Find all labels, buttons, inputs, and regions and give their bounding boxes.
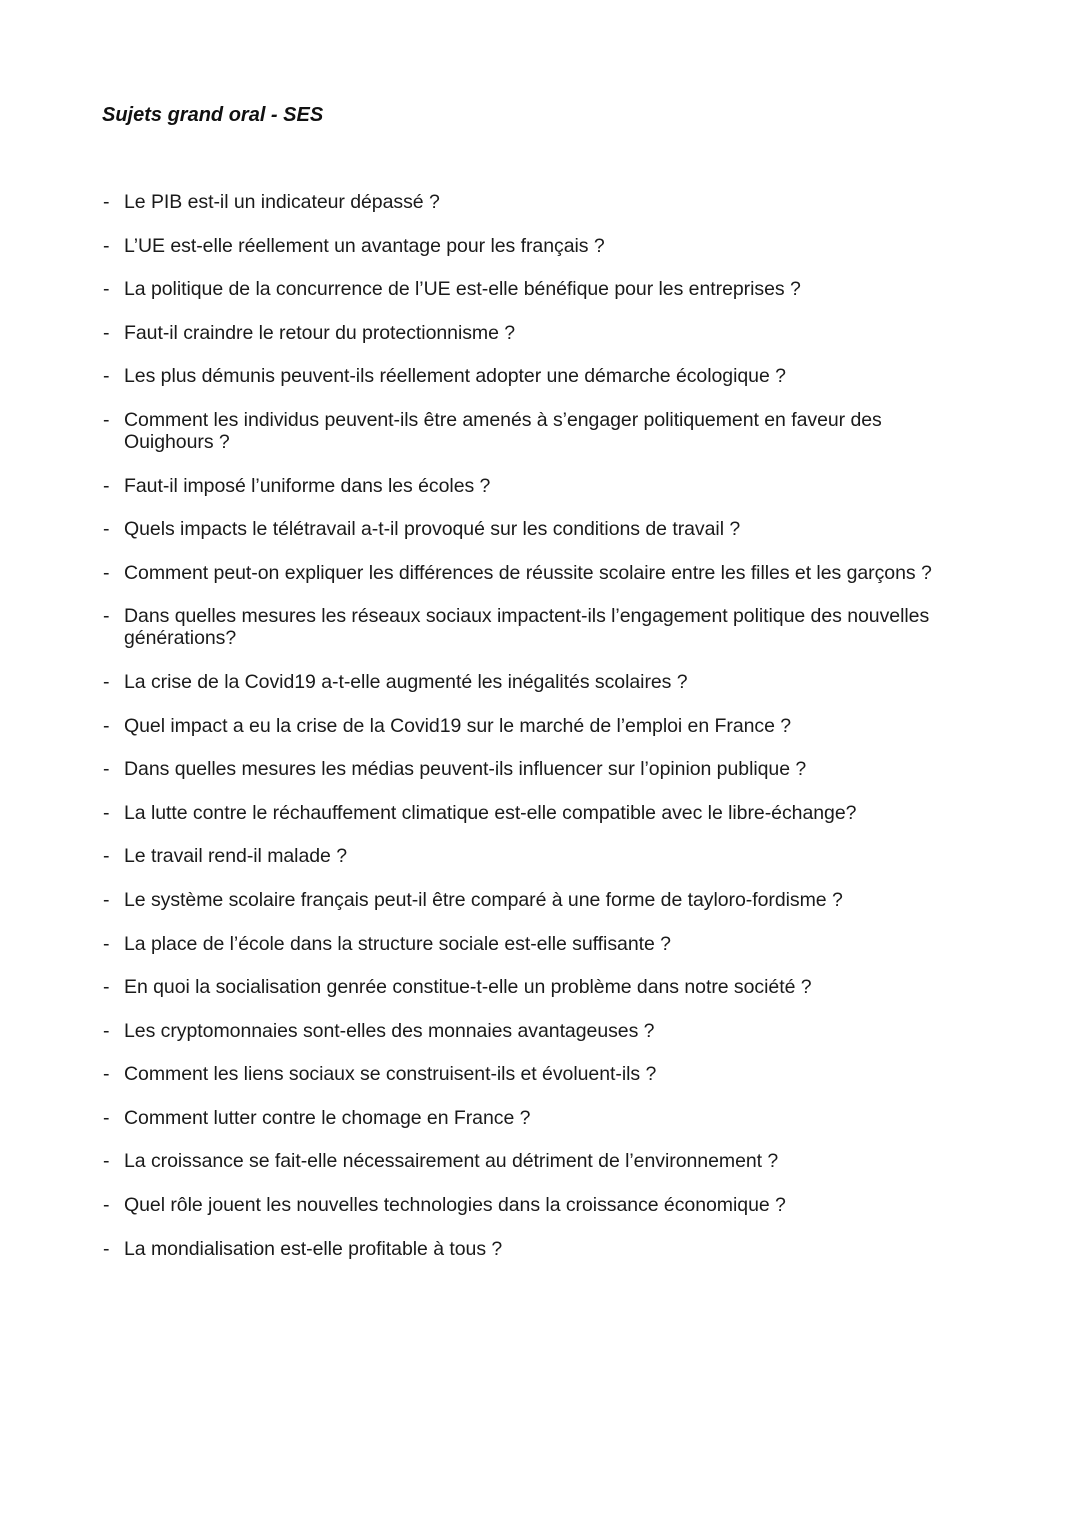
topic-item — [0, 1150, 1080, 1172]
topic-text: Dans quelles mesures les médias peuvent-ils influencer sur l’opinion publique ? — [124, 758, 807, 781]
topic-item — [0, 235, 1080, 257]
bullet-dash: - — [103, 670, 110, 693]
bullet-dash: - — [103, 408, 110, 431]
topic-item — [0, 845, 1080, 867]
topic-text: Les cryptomonnaies sont-elles des monnaies avantageuses ? — [124, 1019, 655, 1042]
topic-text: Dans quelles mesures les réseaux sociaux impactent-ils l’engagement politique des nouvelles générations? — [124, 605, 930, 650]
topic-text: Le PIB est-il un indicateur dépassé ? — [124, 191, 440, 213]
topic-item — [0, 976, 1080, 998]
topic-item — [0, 889, 1080, 911]
topic-item — [0, 518, 1080, 540]
bullet-dash: - — [103, 1106, 110, 1129]
topic-text: La crise de la Covid19 a-t-elle augmenté les inégalités scolaires ? — [124, 670, 688, 693]
topic-text: Quel rôle jouent les nouvelles technologies dans la croissance économique ? — [124, 1194, 786, 1217]
topic-text: La politique de la concurrence de l’UE est-elle bénéfique pour les entreprises ? — [124, 278, 801, 301]
topic-list — [0, 191, 1080, 1281]
bullet-dash: - — [103, 758, 110, 781]
bullet-dash: - — [103, 1150, 110, 1173]
bullet-dash: - — [103, 561, 110, 584]
topic-text: Les plus démunis peuvent-ils réellement adopter une démarche écologique ? — [124, 365, 786, 388]
bullet-dash: - — [103, 714, 110, 737]
topic-text: La lutte contre le réchauffement climatique est-elle compatible avec le libre-échange? — [124, 801, 857, 824]
topic-item — [0, 278, 1080, 300]
bullet-dash: - — [103, 932, 110, 955]
bullet-dash: - — [103, 518, 110, 541]
bullet-dash: - — [103, 278, 110, 301]
topic-item — [0, 322, 1080, 344]
bullet-dash: - — [103, 976, 110, 999]
bullet-dash: - — [103, 474, 110, 497]
topic-item — [0, 802, 1080, 824]
topic-item — [0, 671, 1080, 693]
topic-item — [0, 1194, 1080, 1216]
bullet-dash: - — [103, 1019, 110, 1042]
topic-text: Comment les individus peuvent-ils être amenés à s’engager politiquement en faveur des Ouighours ? — [124, 408, 882, 453]
topic-item — [0, 365, 1080, 387]
document-title: Sujets grand oral - SES — [102, 104, 324, 126]
topic-text: Comment lutter contre le chomage en France ? — [124, 1106, 531, 1129]
bullet-dash: - — [103, 234, 110, 257]
bullet-dash: - — [103, 1063, 110, 1086]
bullet-dash: - — [103, 845, 110, 868]
topic-text: Quel impact a eu la crise de la Covid19 sur le marché de l’emploi en France ? — [124, 714, 792, 737]
bullet-dash: - — [103, 1194, 110, 1217]
topic-item — [0, 933, 1080, 955]
topic-text: La mondialisation est-elle profitable à tous ? — [124, 1237, 503, 1260]
topic-text: En quoi la socialisation genrée constitue-t-elle un problème dans notre société ? — [124, 976, 812, 999]
topic-item — [0, 1238, 1080, 1260]
bullet-dash: - — [103, 365, 110, 388]
topic-item — [0, 715, 1080, 737]
topic-text: L’UE est-elle réellement un avantage pour les français ? — [124, 234, 605, 257]
topic-text: Le système scolaire français peut-il être comparé à une forme de tayloro-fordisme ? — [124, 888, 843, 911]
bullet-dash: - — [103, 888, 110, 911]
topic-item — [0, 605, 1080, 649]
bullet-dash: - — [103, 605, 110, 628]
topic-item — [0, 1107, 1080, 1129]
topic-text: Faut-il imposé l’uniforme dans les écoles ? — [124, 474, 491, 497]
topic-item — [0, 409, 1080, 453]
topic-text: Comment les liens sociaux se construisent-ils et évoluent-ils ? — [124, 1063, 657, 1086]
topic-item — [0, 1020, 1080, 1042]
bullet-dash: - — [103, 191, 110, 213]
topic-item — [0, 191, 1080, 213]
bullet-dash: - — [103, 321, 110, 344]
topic-item — [0, 758, 1080, 780]
bullet-dash: - — [103, 1237, 110, 1260]
topic-item — [0, 562, 1080, 584]
topic-text: Le travail rend-il malade ? — [124, 845, 348, 868]
topic-text: Quels impacts le télétravail a-t-il provoqué sur les conditions de travail ? — [124, 518, 741, 541]
topic-item — [0, 1063, 1080, 1085]
bullet-dash: - — [103, 801, 110, 824]
topic-text: Comment peut-on expliquer les différences de réussite scolaire entre les filles et les garçons ? — [124, 561, 932, 584]
topic-text: La place de l’école dans la structure sociale est-elle suffisante ? — [124, 932, 671, 955]
topic-text: La croissance se fait-elle nécessairement au détriment de l’environnement ? — [124, 1150, 779, 1173]
topic-text: Faut-il craindre le retour du protectionnisme ? — [124, 321, 516, 344]
topic-item — [0, 475, 1080, 497]
